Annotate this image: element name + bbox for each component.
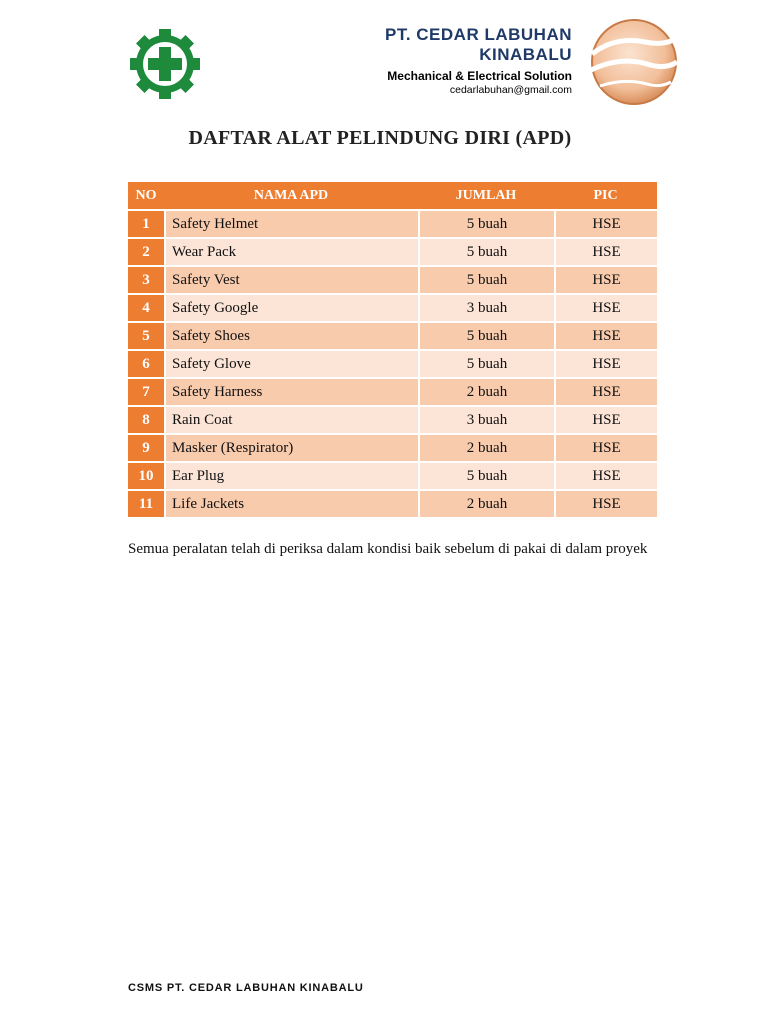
row-number: 8 bbox=[128, 405, 164, 433]
apd-pic: HSE bbox=[554, 461, 657, 489]
safety-cross-gear-icon bbox=[127, 29, 203, 99]
table-row bbox=[128, 265, 657, 293]
table-row bbox=[128, 209, 657, 237]
apd-table bbox=[128, 182, 657, 517]
table-row bbox=[128, 461, 657, 489]
apd-quantity: 5 buah bbox=[418, 461, 554, 489]
apd-quantity: 5 buah bbox=[418, 349, 554, 377]
company-name: PT. CEDAR LABUHAN KINABALU bbox=[385, 25, 572, 64]
company-sphere-logo-icon bbox=[585, 18, 683, 106]
apd-pic: HSE bbox=[554, 377, 657, 405]
table-row bbox=[128, 377, 657, 405]
apd-pic: HSE bbox=[554, 321, 657, 349]
company-email: cedarlabuhan@gmail.com bbox=[449, 84, 572, 96]
apd-quantity: 5 buah bbox=[418, 265, 554, 293]
column-header-nama-apd: NAMA APD bbox=[164, 182, 418, 209]
apd-quantity: 2 buah bbox=[418, 377, 554, 405]
apd-name: Rain Coat bbox=[164, 405, 418, 433]
row-number: 3 bbox=[128, 265, 164, 293]
column-header-pic: PIC bbox=[554, 182, 657, 209]
document-title: DAFTAR ALAT PELINDUNG DIRI (APD) bbox=[188, 127, 572, 149]
apd-pic: HSE bbox=[554, 293, 657, 321]
row-number: 11 bbox=[128, 489, 164, 517]
row-number: 1 bbox=[128, 209, 164, 237]
apd-name: Wear Pack bbox=[164, 237, 418, 265]
apd-name: Safety Helmet bbox=[164, 209, 418, 237]
column-header-no: NO bbox=[128, 182, 164, 209]
row-number: 10 bbox=[128, 461, 164, 489]
table-row bbox=[128, 489, 657, 517]
company-tagline: Mechanical & Electrical Solution bbox=[387, 69, 572, 83]
table-row bbox=[128, 321, 657, 349]
apd-name: Safety Google bbox=[164, 293, 418, 321]
apd-pic: HSE bbox=[554, 265, 657, 293]
apd-quantity: 5 buah bbox=[418, 209, 554, 237]
apd-name: Safety Glove bbox=[164, 349, 418, 377]
apd-pic: HSE bbox=[554, 349, 657, 377]
apd-quantity: 3 buah bbox=[418, 293, 554, 321]
table-row bbox=[128, 293, 657, 321]
row-number: 9 bbox=[128, 433, 164, 461]
row-number: 4 bbox=[128, 293, 164, 321]
row-number: 5 bbox=[128, 321, 164, 349]
company-header bbox=[372, 25, 572, 97]
apd-name: Ear Plug bbox=[164, 461, 418, 489]
apd-name: Safety Harness bbox=[164, 377, 418, 405]
page-footer: CSMS PT. CEDAR LABUHAN KINABALU bbox=[128, 982, 364, 994]
row-number: 2 bbox=[128, 237, 164, 265]
apd-name: Life Jackets bbox=[164, 489, 418, 517]
apd-pic: HSE bbox=[554, 489, 657, 517]
apd-quantity: 5 buah bbox=[418, 321, 554, 349]
apd-quantity: 5 buah bbox=[418, 237, 554, 265]
apd-name: Masker (Respirator) bbox=[164, 433, 418, 461]
apd-pic: HSE bbox=[554, 405, 657, 433]
apd-quantity: 3 buah bbox=[418, 405, 554, 433]
table-body bbox=[128, 209, 657, 517]
apd-quantity: 2 buah bbox=[418, 433, 554, 461]
apd-quantity: 2 buah bbox=[418, 489, 554, 517]
inspection-note: Semua peralatan telah di periksa dalam kondisi baik sebelum di pakai di dalam proyek bbox=[128, 541, 648, 557]
row-number: 7 bbox=[128, 377, 164, 405]
table-row bbox=[128, 433, 657, 461]
apd-name: Safety Vest bbox=[164, 265, 418, 293]
table-header-row bbox=[128, 182, 657, 209]
table-row bbox=[128, 405, 657, 433]
apd-pic: HSE bbox=[554, 433, 657, 461]
row-number: 6 bbox=[128, 349, 164, 377]
table-row bbox=[128, 237, 657, 265]
apd-pic: HSE bbox=[554, 209, 657, 237]
table-row bbox=[128, 349, 657, 377]
apd-name: Safety Shoes bbox=[164, 321, 418, 349]
apd-pic: HSE bbox=[554, 237, 657, 265]
column-header-jumlah: JUMLAH bbox=[418, 182, 554, 209]
